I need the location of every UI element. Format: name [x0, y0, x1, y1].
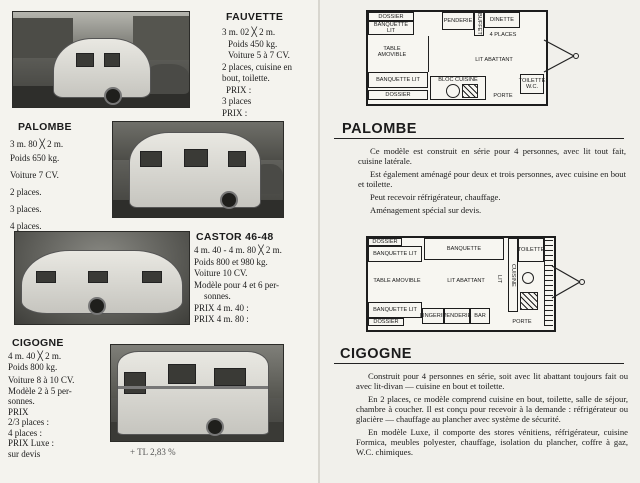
cigogne-paragraph: En modèle Luxe, il comporte des stores vénitiens, réfrigérateur, cuisine Formica, meubles polyester, chauffage, isolation du plancher, coffre à gaz, W.C. chimiques. [356, 427, 628, 457]
spec-line: Voiture 8 à 10 CV. [8, 375, 75, 385]
plan-cuisine: CUISINE [508, 238, 518, 312]
spec-line: 2/3 places : [8, 417, 49, 427]
plan-banquette-lit-top: BANQUETTE LIT [368, 246, 422, 262]
plan-lit: LIT [496, 274, 502, 284]
right-page [320, 0, 640, 483]
plan-banquette-lit-bottom: BANQUETTE LIT [368, 72, 428, 88]
spec-line: bout, toilette. [222, 73, 270, 83]
plan-toilette: TOILETTE [518, 238, 544, 262]
left-page [0, 0, 318, 483]
cigogne-floor-plan [366, 236, 556, 332]
footer-mark: + TL 2,83 % [130, 447, 176, 457]
spec-line: sonnes. [8, 396, 35, 406]
spec-line: 4 places : [8, 427, 42, 438]
plan-toilette: TOILETTE W.C. [520, 74, 544, 94]
spec-line: sonnes. [204, 291, 231, 301]
plan-lit-abattant: LIT ABATTANT [447, 278, 485, 284]
cigogne-specs [8, 351, 74, 459]
plan-penderie: PENDERIE [442, 12, 474, 30]
plan-dinette: DINETTE [484, 12, 520, 28]
cigogne-drawbar [552, 262, 588, 302]
spec-line: 3 m. 02 ╳ 2 m. [222, 27, 276, 37]
plan-banquette: BANQUETTE [424, 238, 504, 260]
spec-line: sur devis [8, 448, 41, 459]
palombe-drawbar [544, 36, 582, 76]
cigogne-paragraph: Construit pour 4 personnes en série, soit avec lit abattant toujours fait ou avec lit-divan — cuisine en bout et toilette. [356, 371, 628, 391]
cigogne-rule [334, 363, 624, 364]
spec-line: PRIX 4 m. 80 : [194, 314, 249, 324]
palombe-floor-plan [366, 10, 548, 106]
palombe-paragraph: Est également aménagé pour deux et trois personnes, avec cuisine en bout et toilette. [358, 169, 626, 189]
spec-line: 4 places. [10, 221, 42, 231]
plan-dossier-bottom: DOSSIER [368, 318, 404, 326]
plan-bloc-cuisine: BLOC CUISINE [430, 76, 486, 100]
palombe-paragraph: Aménagement spécial sur devis. [370, 205, 482, 215]
plan-table: TABLE AMOVIBLE [377, 46, 407, 58]
palombe-description [358, 146, 626, 218]
spec-line: 4 m. 40 - 4 m. 80 ╳ 2 m. [194, 245, 282, 255]
spec-line: Modèle pour 4 et 6 per- [194, 279, 280, 290]
plan-table: TABLE AMOVIBLE [373, 278, 421, 284]
palombe-photo [112, 121, 284, 218]
palombe-name: PALOMBE [18, 121, 72, 133]
castor-specs [194, 245, 282, 326]
cigogne-description [356, 371, 628, 460]
spec-line: Poids 800 et 980 kg. [194, 256, 268, 267]
palombe-paragraph: Ce modèle est construit en série pour 4 personnes, avec lit tout fait, cuisine latérale. [358, 146, 626, 166]
fauvette-name: FAUVETTE [226, 11, 284, 23]
spec-line: 3 places. [10, 204, 42, 214]
plan-bar: BAR [470, 308, 490, 324]
spec-line: PRIX : [226, 84, 252, 95]
spec-line: Voiture 10 CV. [194, 268, 248, 278]
plan-banquette-lit-top: BANQUETTE LIT [368, 21, 414, 35]
spec-line: Voiture 7 CV. [10, 170, 59, 180]
palombe-rule [334, 138, 624, 139]
castor-photo [14, 231, 190, 325]
spec-line: Poids 650 kg. [10, 153, 60, 163]
plan-banquette-lit-bottom: BANQUETTE LIT [368, 302, 422, 318]
plan-porte: PORTE [493, 93, 513, 99]
plan-dossier-top: DOSSIER [368, 238, 402, 246]
spec-line: Poids 450 kg. [228, 38, 278, 49]
spec-line: 4 m. 40 ╳ 2 m. [8, 351, 62, 361]
spec-line: PRIX : [222, 107, 248, 118]
palombe-specs [10, 137, 63, 233]
plan-dossier-top: DOSSIER [368, 12, 414, 21]
plan-penderie: PENDERIE [444, 308, 470, 324]
spec-line: PRIX [8, 406, 29, 417]
plan-lit-abattant: LIT ABATTANT [475, 57, 513, 63]
spec-line: 2 places, cuisine en [222, 61, 292, 72]
plan-lingerie: LINGERIE [422, 308, 444, 324]
plan-places: 4 PLACES [489, 32, 517, 38]
spec-line: Modèle 2 à 5 per- [8, 385, 72, 396]
cigogne-heading: CIGOGNE [340, 346, 412, 362]
spec-line: Voiture 5 à 7 CV. [228, 50, 290, 60]
plan-buffet: BUFFET [476, 13, 482, 35]
spec-line: PRIX Luxe : [8, 438, 54, 448]
palombe-heading: PALOMBE [342, 121, 417, 137]
cigogne-photo [110, 344, 284, 442]
castor-name: CASTOR 46-48 [196, 231, 274, 243]
spec-line: 3 m. 80 ╳ 2 m. [10, 139, 64, 149]
fauvette-specs [222, 27, 292, 119]
cigogne-paragraph: En 2 places, ce modèle comprend cuisine en bout, toilette, salle de séjour, chambre à coucher. Il est conçu pour recevoir à la demande : réfrigérateur ou glacière — chauffage au plancher avec système de sécurité. [356, 394, 628, 424]
spec-line: Poids 800 kg. [8, 361, 58, 372]
plan-dossier-bottom: DOSSIER [368, 90, 428, 100]
cigogne-name: CIGOGNE [12, 337, 64, 349]
spec-line: 3 places [222, 96, 252, 106]
spec-line: PRIX 4 m. 40 : [194, 302, 249, 313]
palombe-paragraph: Peut recevoir réfrigérateur, chauffage. [370, 192, 501, 202]
spec-line: 2 places. [10, 187, 42, 197]
fauvette-photo [12, 11, 190, 108]
plan-porte: PORTE [512, 319, 532, 325]
